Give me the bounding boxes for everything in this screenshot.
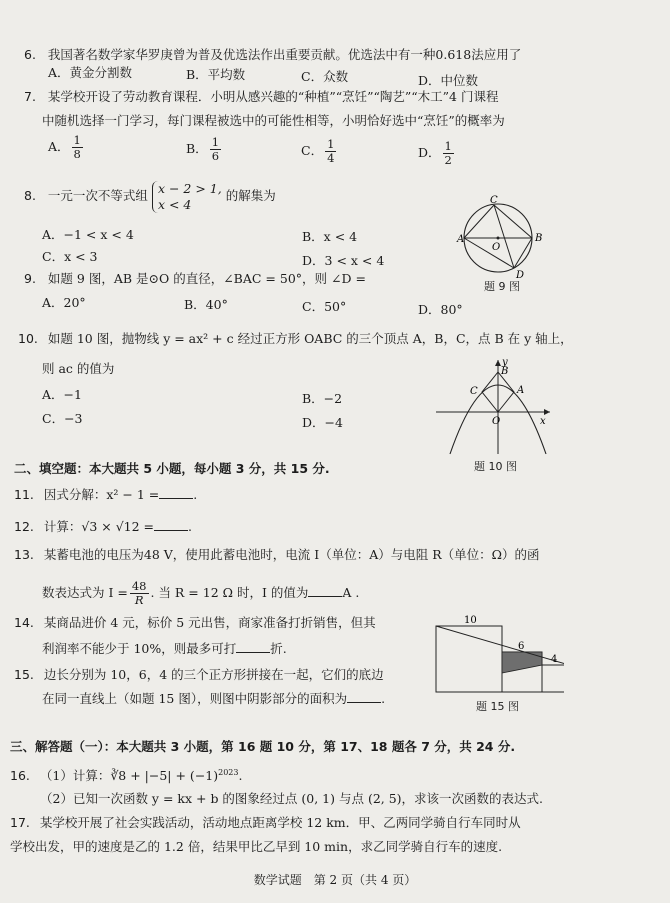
q11-answer-blank[interactable] — [159, 486, 193, 499]
label-d: D — [516, 270, 525, 281]
q9-stem: 9. 如题 9 图，AB 是⊙O 的直径，∠BAC = 50°，则 ∠D = — [24, 271, 366, 286]
label-c: C — [490, 195, 498, 206]
q15-figure-caption: 题 15 图 — [476, 700, 519, 713]
q10-option-a: A．−1 — [42, 387, 82, 402]
q9-option-d: D．80° — [418, 302, 463, 317]
label-o: O — [492, 416, 501, 427]
q7-option-c: C． $\frac{1}{4}$ — [301, 137, 335, 165]
q10-parabola-figure — [432, 356, 558, 456]
q8-option-a: A．−1 < x < 4 — [42, 227, 134, 242]
q9-figure-caption: 题 9 图 — [484, 280, 520, 293]
label-10: 10 — [464, 615, 477, 626]
q6-stem: 6. 我国著名数学家华罗庚曾为普及优选法作出重要贡献。优选法中有一种0.618法应用了 — [24, 47, 522, 62]
q12-answer-blank[interactable] — [154, 518, 188, 531]
q9-option-b: B．40° — [184, 297, 228, 312]
q16-part1: 16. （1）计算：∛8 + $|-5| + (-1)^{2023}$. — [10, 768, 243, 784]
q14-line2: 利润率不能少于 10%，则最多可打 折. — [42, 641, 287, 656]
q9-circle-figure — [452, 195, 552, 281]
label-y: y — [502, 357, 508, 368]
q10-line1: 10. 如题 10 图，抛物线 y = ax² + c 经过正方形 OABC 的三个顶点 A，B，C，点 B 在 y 轴上， — [18, 331, 573, 346]
chord-bd — [514, 238, 532, 268]
q9-option-c: C．50° — [302, 299, 347, 314]
page-footer: 数学试题 第 2 页（共 4 页） — [253, 873, 417, 887]
label-4: 4 — [551, 654, 558, 665]
q17-line2: 学校出发，甲的速度是乙的 1.2 倍，结果甲比乙早到 10 min，求乙同学骑自行车的速度. — [10, 839, 503, 854]
q7-option-d: D． $\frac{1}{2}$ — [418, 139, 452, 167]
q6-option-d: D．中位数 — [418, 73, 479, 88]
diagonal-line — [436, 626, 564, 665]
q8-option-c: C．x < 3 — [42, 249, 98, 264]
label-b: B — [501, 366, 509, 377]
q7-option-a: A． $\frac{1}{8}$ — [48, 133, 81, 161]
section-3-heading: 三、解答题（一）：本大题共 3 小题，第 16 题 10 分，第 17、18 题各 7 分，共 24 分. — [10, 739, 516, 754]
q17-line1: 17. 某学校开展了社会实践活动，活动地点距离学校 12 km．甲、乙两同学骑自行车同时从 — [10, 815, 521, 830]
q13-answer-blank[interactable] — [308, 584, 342, 597]
q13-line1: 13. 某蓄电池的电压为48 V，使用此蓄电池时，电流 I（单位：A）与电阻 R（单位：Ω）的函 — [14, 547, 540, 562]
x-axis-arrow — [544, 409, 550, 415]
label-a: A — [517, 385, 525, 396]
q11: 11. 因式分解：x² − 1 = . — [14, 487, 198, 502]
chord-cd — [494, 205, 514, 268]
q13-line2: 数表达式为 I = $\frac{48}{R}$ . 当 R = 12 Ω 时，I 的值为 A . — [42, 579, 360, 607]
q7-line2: 中随机选择一门学习，每门课程被选中的可能性相等，小明恰好选中“烹饪”的概率为 — [42, 113, 505, 128]
q10-figure-caption: 题 10 图 — [474, 460, 517, 473]
label-a: A — [457, 234, 465, 245]
q8-option-b: B．x < 4 — [302, 229, 358, 244]
chord-ad — [464, 238, 514, 268]
q16-part2: （2）已知一次函数 y = kx + b 的图象经过点 (0, 1) 与点 (2, 5)，求该一次函数的表达式. — [40, 791, 544, 806]
q15-answer-blank[interactable] — [347, 690, 381, 703]
q6-option-a: A．黄金分割数 — [48, 65, 133, 80]
label-6: 6 — [518, 641, 525, 652]
q15-line2: 在同一直线上（如题 15 图），则图中阴影部分的面积为 . — [42, 691, 386, 706]
label-o: O — [492, 242, 501, 253]
q8-option-d: D．3 < x < 4 — [302, 253, 385, 268]
label-b: B — [535, 233, 543, 244]
label-c: C — [470, 386, 478, 397]
q6-option-b: B．平均数 — [186, 67, 246, 82]
inequality-system: x − 2 > 1, x < 4 — [152, 181, 222, 213]
q7-line1: 7. 某学校开设了劳动教育课程．小明从感兴趣的“种植”“烹饪”“陶艺”“木工”4 门课程 — [24, 89, 499, 104]
q15-squares-figure — [432, 612, 564, 696]
center-dot — [497, 237, 500, 240]
q10-option-c: C．−3 — [42, 411, 83, 426]
q7-option-b: B． $\frac{1}{6}$ — [186, 135, 220, 163]
q10-option-b: B．−2 — [302, 391, 343, 406]
q14-line1: 14. 某商品进价 4 元，标价 5 元出售，商家准备打折销售，但其 — [14, 615, 376, 630]
q10-option-d: D．−4 — [302, 415, 343, 430]
q8-stem: 8. 一元一次不等式组 x − 2 > 1, x < 4 的解集为 — [24, 180, 276, 212]
square-4 — [542, 665, 564, 692]
q10-line2: 则 ac 的值为 — [42, 361, 115, 376]
section-2-heading: 二、填空题：本大题共 5 小题，每小题 3 分，共 15 分. — [14, 461, 330, 476]
label-x: x — [540, 416, 546, 427]
q9-option-a: A．20° — [42, 295, 86, 310]
q6-option-c: C．众数 — [301, 69, 349, 84]
q12: 12. 计算：√3 × √12 = . — [14, 519, 193, 534]
q15-line1: 15. 边长分别为 10，6，4 的三个正方形拼接在一起，它们的底边 — [14, 667, 384, 682]
q14-answer-blank[interactable] — [236, 640, 270, 653]
